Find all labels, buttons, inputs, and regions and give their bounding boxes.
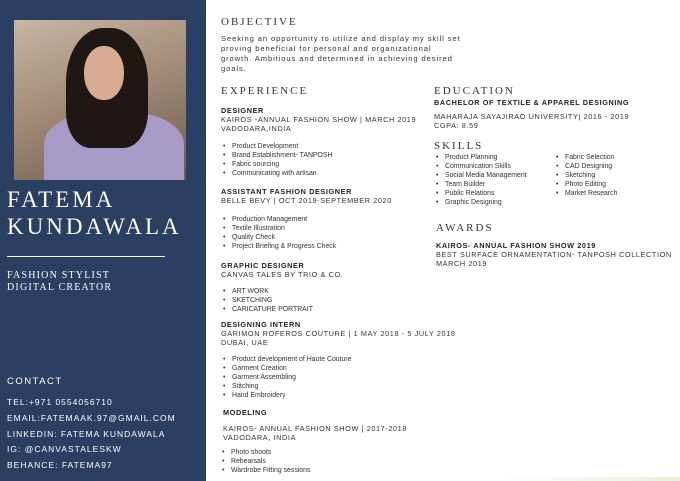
objective-heading: OBJECTIVE bbox=[221, 16, 298, 28]
list-item: • CAD Designing bbox=[555, 162, 617, 171]
list-item: • Public Relations bbox=[435, 189, 527, 198]
list-item: • Team Builder bbox=[435, 180, 527, 189]
list-item: • Graphic Designing bbox=[435, 198, 527, 207]
education-cgpa: CGPA: 8.59 bbox=[434, 121, 479, 130]
exp-intern-title: DESIGNING INTERN bbox=[221, 320, 301, 329]
list-item: • Product development of Haute Couture bbox=[222, 355, 352, 364]
exp-designer-title: DESIGNER bbox=[221, 106, 264, 115]
list-item: • Fabric sourcing bbox=[222, 160, 332, 169]
name-first: FATEMA bbox=[7, 187, 116, 212]
list-item: • Quality Check bbox=[222, 233, 336, 242]
list-item: • Garment Assembling bbox=[222, 373, 352, 382]
skills-heading: SKILLS bbox=[434, 140, 484, 152]
list-item: • ART WORK bbox=[222, 287, 313, 296]
skills-column-1 bbox=[435, 153, 527, 207]
exp-intern-bullets bbox=[222, 355, 352, 400]
award-date: MARCH 2019 bbox=[436, 259, 488, 268]
list-item: • Communicating with artisan bbox=[222, 169, 332, 178]
list-item: • Product Development bbox=[222, 142, 332, 151]
list-item: • Fabric Selection bbox=[555, 153, 617, 162]
list-item: • Stitching bbox=[222, 382, 352, 391]
roles bbox=[7, 270, 112, 294]
list-item: • Photo Editing bbox=[555, 180, 617, 189]
list-item: • Hand Embroidery bbox=[222, 391, 352, 400]
list-item: • Market Research bbox=[555, 189, 617, 198]
contact-linkedin[interactable]: LINKEDIN: FATEMA KUNDAWALA bbox=[7, 429, 166, 439]
exp-modeling-bullets bbox=[221, 448, 310, 475]
education-school: MAHARAJA SAYAJIRAO UNIVERSITY| 2016 - 2019 bbox=[434, 112, 630, 121]
exp-graphic-title: GRAPHIC DESIGNER bbox=[221, 261, 305, 270]
list-item: • Wardrobe Fitting sessions bbox=[221, 466, 310, 475]
exp-modeling-location: VADODARA, INDIA bbox=[223, 433, 296, 442]
education-heading: EDUCATION bbox=[434, 85, 515, 97]
list-item: • SKETCHING bbox=[222, 296, 313, 305]
list-item: • Photo shoots bbox=[221, 448, 310, 457]
exp-assistant-bullets bbox=[222, 215, 336, 251]
list-item: • Production Management bbox=[222, 215, 336, 224]
list-item: • Social Media Management bbox=[435, 171, 527, 180]
education-degree: BACHELOR OF TEXTILE & APPAREL DESIGNING bbox=[434, 98, 630, 107]
exp-designer-org: KAIROS -ANNUAL FASHION SHOW | MARCH 2019 bbox=[221, 115, 417, 124]
exp-modeling-title: MODELING bbox=[223, 408, 268, 417]
list-item: • Garment Creation bbox=[222, 364, 352, 373]
exp-intern-location: DUBAI, UAE bbox=[221, 338, 269, 347]
contact-phone[interactable]: TEL:+971 0554056710 bbox=[7, 397, 113, 407]
awards-heading: AWARDS bbox=[436, 222, 494, 234]
exp-assistant-org: BELLE BEVY | OCT 2019-SEPTEMBER 2020 bbox=[221, 196, 392, 205]
list-item: • Project Briefing & Progress Check bbox=[222, 242, 336, 251]
list-item: • Product Planning bbox=[435, 153, 527, 162]
exp-designer-location: VADODARA,INDIA bbox=[221, 124, 292, 133]
list-item: • Communication Skills bbox=[435, 162, 527, 171]
objective-text: Seeking an opportunity to utilize and display my skill set proving beneficial for personal and organizational growth. Ambitious and determined in achieving desired goals. bbox=[221, 34, 461, 73]
role-2: DIGITAL CREATOR bbox=[7, 282, 113, 293]
skills-column-2 bbox=[555, 153, 617, 198]
contact-instagram[interactable]: IG: @CANVASTALESKW bbox=[7, 444, 122, 454]
exp-designer-bullets bbox=[222, 142, 332, 178]
role-1: FASHION STYLIST bbox=[7, 270, 111, 281]
list-item: • CARICATURE PORTRAIT bbox=[222, 305, 313, 314]
sidebar bbox=[0, 0, 206, 481]
list-item: • Textile Illustration bbox=[222, 224, 336, 233]
list-item: • Sketching bbox=[555, 171, 617, 180]
list-item: • Brand Establishment- TANPOSH bbox=[222, 151, 332, 160]
name-divider bbox=[7, 256, 165, 257]
exp-modeling-org: KAIROS- ANNUAL FASHION SHOW | 2017-2018 bbox=[223, 424, 407, 433]
full-name bbox=[7, 186, 182, 240]
contact-heading: CONTACT bbox=[7, 376, 63, 387]
contact-behance[interactable]: BEHANCE: FATEMA97 bbox=[7, 460, 113, 470]
exp-graphic-org: CANVAS TALES BY TRIO & CO. bbox=[221, 270, 344, 279]
award-description: BEST SURFACE ORNAMENTATION- TANPOSH COLLECTION bbox=[436, 250, 672, 259]
page-corner-decoration bbox=[500, 477, 680, 481]
experience-heading: EXPERIENCE bbox=[221, 85, 309, 97]
name-last: KUNDAWALA bbox=[7, 214, 182, 239]
contact-email[interactable]: EMAIL:FATEMAAK.97@GMAIL.COM bbox=[7, 413, 176, 423]
exp-intern-org: GARIMON ROFEROS COUTURE | 1 MAY 2018 - 5 JULY 2018 bbox=[221, 329, 456, 338]
exp-assistant-title: ASSISTANT FASHION DESIGNER bbox=[221, 187, 353, 196]
list-item: • Rehearsals bbox=[221, 457, 310, 466]
exp-graphic-bullets bbox=[222, 287, 313, 314]
profile-photo bbox=[14, 20, 186, 180]
award-title: KAIROS- ANNUAL FASHION SHOW 2019 bbox=[436, 241, 596, 250]
